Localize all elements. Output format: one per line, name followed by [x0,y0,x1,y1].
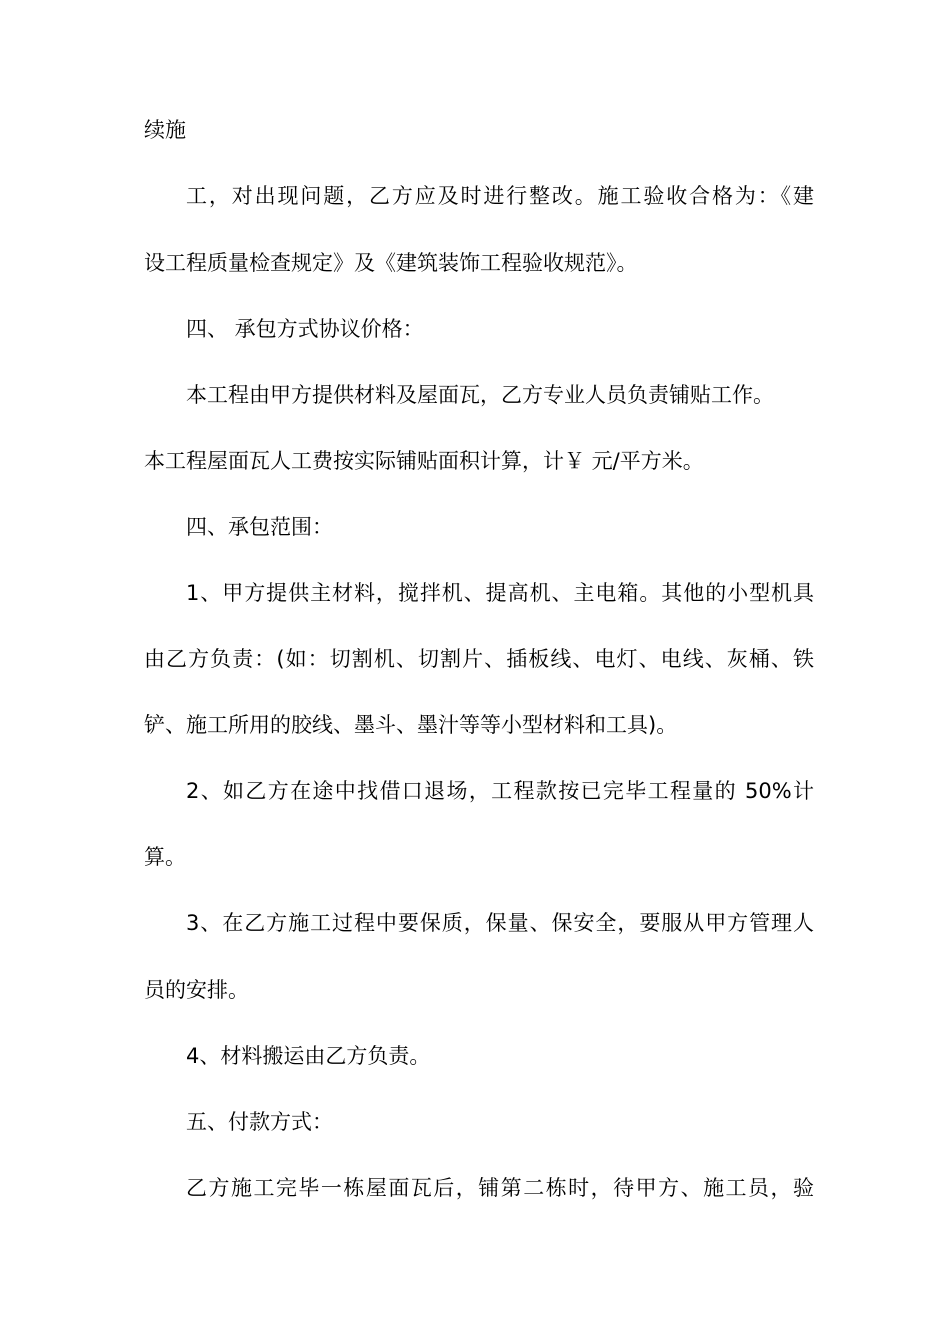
text-line-17: 乙方施工完毕一栋屋面瓦后，铺第二栋时，待甲方、施工员，验 [186,1176,814,1200]
text-line-8: 1、甲方提供主材料，搅拌机、提高机、主电箱。其他的小型机具 [186,581,814,605]
text-line-14: 员的安排。 [144,978,249,1002]
text-line-12: 算。 [144,845,186,869]
text-line-5: 本工程由甲方提供材料及屋面瓦，乙方专业人员负责铺贴工作。 [186,383,774,407]
text-line-15: 4、材料搬运由乙方负责。 [186,1044,431,1068]
text-line-9: 由乙方负责：(如：切割机、切割片、插板线、电灯、电线、灰桶、铁 [144,647,814,671]
text-line-10: 铲、施工所用的胶线、墨斗、墨汁等等小型材料和工具)。 [144,713,678,737]
section-heading-pricing: 四、 承包方式协议价格： [186,317,424,341]
text-line-3: 设工程质量检查规定》及《建筑装饰工程验收规范》。 [144,251,638,275]
text-line-13: 3、在乙方施工过程中要保质，保量、保安全，要服从甲方管理人 [186,911,814,935]
text-line-1: 续施 [144,118,186,142]
section-heading-payment: 五、付款方式： [186,1110,333,1134]
text-line-6: 本工程屋面瓦人工费按实际铺贴面积计算，计￥ 元/平方米。 [144,449,704,473]
section-heading-scope: 四、承包范围： [186,515,333,539]
text-line-11: 2、如乙方在途中找借口退场，工程款按已完毕工程量的 50%计 [186,779,814,803]
text-line-2: 工，对出现问题，乙方应及时进行整改。施工验收合格为：《建 [186,184,814,208]
